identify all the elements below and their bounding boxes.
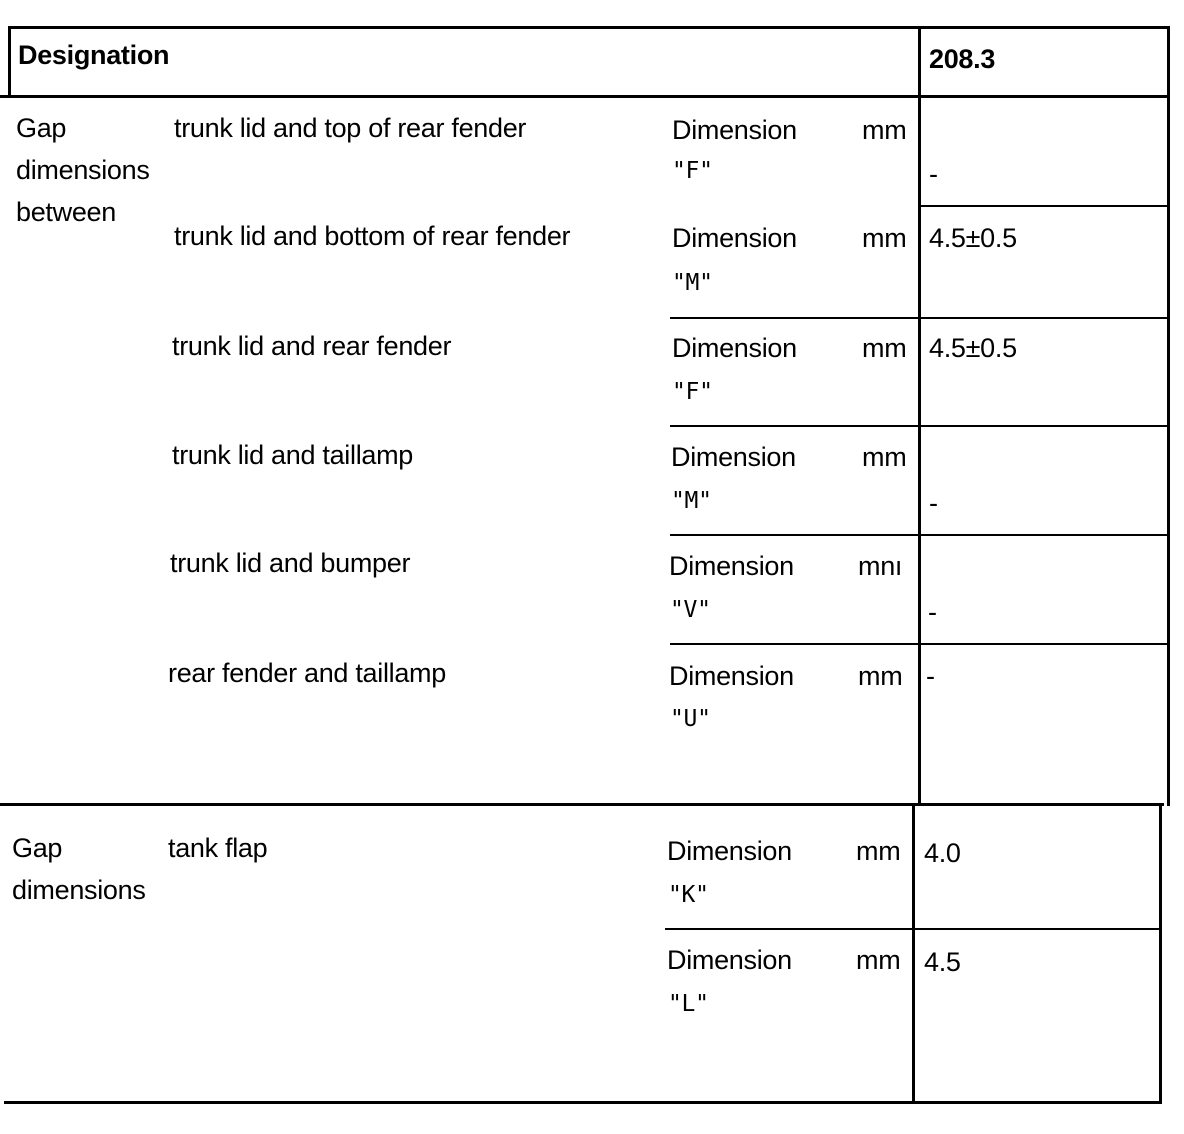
group-label: dimensions: [12, 875, 146, 905]
model-header: 208.3: [929, 44, 996, 74]
group-label: Gap: [12, 833, 63, 863]
location-cell: trunk lid and top of rear fender: [174, 113, 527, 143]
row-divider: [670, 534, 1167, 536]
value-column-rule-upper: [918, 26, 921, 806]
value-cell: 4.0: [924, 838, 961, 868]
value-cell: -: [928, 597, 937, 627]
unit-cell: mm: [856, 836, 901, 866]
unit-cell: mm: [856, 945, 901, 975]
value-cell: 4.5: [924, 947, 961, 977]
dimension-label: Dimension: [669, 551, 794, 581]
table-border-left-upper: [8, 26, 11, 98]
dimension-label: Dimension: [672, 115, 797, 145]
dimension-code: "L": [668, 991, 709, 1017]
row-divider: [921, 205, 1167, 207]
dimension-code: "F": [672, 158, 713, 184]
dimension-label: Dimension: [667, 836, 792, 866]
location-cell: trunk lid and rear fender: [172, 331, 452, 361]
dimension-label: Dimension: [672, 223, 797, 253]
unit-cell: mnı: [858, 551, 903, 581]
dimension-label: Dimension: [672, 333, 797, 363]
row-divider: [670, 317, 1167, 319]
location-cell: trunk lid and bumper: [170, 548, 411, 578]
unit-cell: mm: [862, 223, 907, 253]
dimension-code: "K": [668, 882, 709, 908]
dimension-label: Dimension: [671, 442, 796, 472]
value-cell: 4.5±0.5: [929, 333, 1017, 363]
dimension-code: "F": [672, 379, 713, 405]
dimension-code: "U": [670, 706, 711, 732]
row-divider: [665, 928, 1160, 930]
group-label: dimensions: [16, 155, 150, 185]
dimension-label: Dimension: [669, 661, 794, 691]
designation-header: Designation: [18, 40, 170, 70]
unit-cell: mm: [862, 115, 907, 145]
row-divider: [670, 643, 1167, 645]
value-cell: -: [929, 488, 938, 518]
location-cell: trunk lid and bottom of rear fender: [174, 221, 571, 251]
section-divider: [0, 803, 1164, 806]
table-border-right: [1167, 26, 1170, 806]
value-cell: -: [929, 159, 938, 189]
location-cell: rear fender and taillamp: [168, 658, 446, 688]
header-divider: [0, 95, 1170, 98]
dimension-code: "V": [670, 597, 711, 623]
value-column-rule-lower: [912, 804, 915, 1104]
location-cell: tank flap: [168, 833, 268, 863]
location-cell: trunk lid and taillamp: [172, 440, 414, 470]
dimension-code: "M": [671, 488, 712, 514]
unit-cell: mm: [858, 661, 903, 691]
row-divider: [670, 425, 1167, 427]
table-border-right-lower: [1159, 804, 1162, 1104]
dimension-code: "M": [672, 270, 713, 296]
group-label: between: [16, 197, 116, 227]
unit-cell: mm: [862, 442, 907, 472]
table-border-top: [8, 26, 1170, 29]
group-label: Gap: [16, 113, 67, 143]
unit-cell: mm: [862, 333, 907, 363]
table-border-bottom: [4, 1101, 1162, 1104]
dimension-label: Dimension: [667, 945, 792, 975]
value-cell: -: [926, 661, 935, 691]
value-cell: 4.5±0.5: [929, 223, 1017, 253]
